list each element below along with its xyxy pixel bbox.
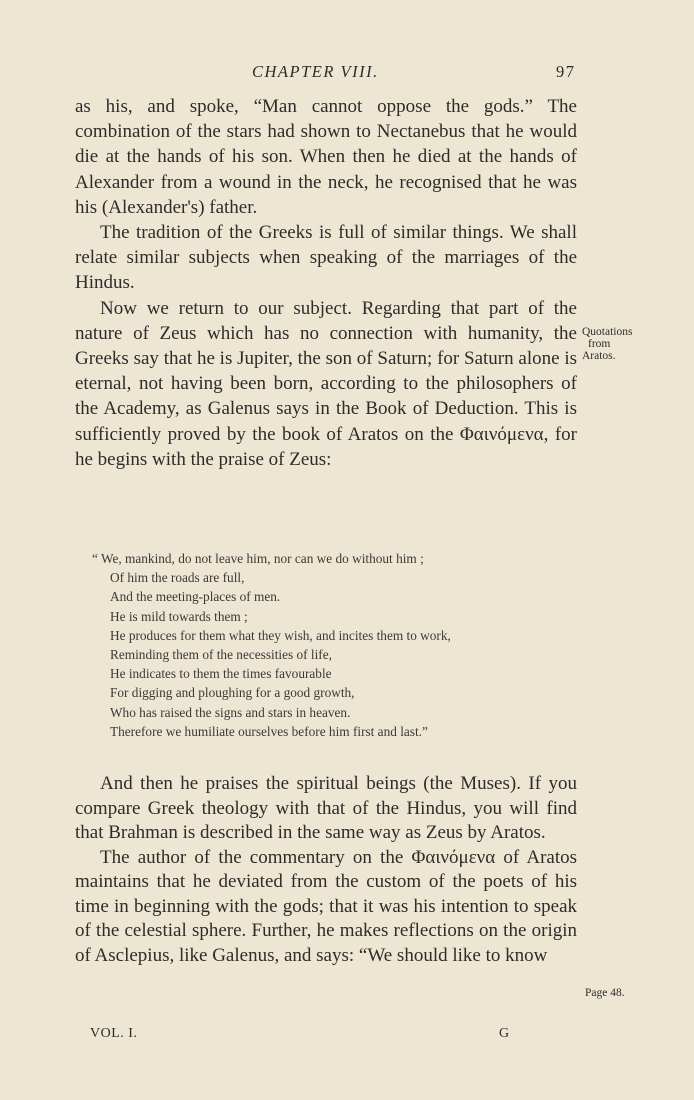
paragraph-1: as his, and spoke, “Man cannot oppose the gods.” The combination of the stars had shown to Nectanebus that he would die at the hands of his son. When then he died at the hands of Alexander from a wound in the neck, he recognised that he was his (Alexander's) father. — [75, 96, 577, 218]
block-quote — [92, 549, 582, 741]
quote-line: Who has raised the signs and stars in heaven. — [110, 704, 351, 720]
page-footer — [75, 1026, 595, 1044]
quote-line: He produces for them what they wish, and incites them to work, — [110, 627, 451, 643]
quote-line: He indicates to them the times favourable — [110, 666, 332, 682]
quote-line: And the meeting-places of men. — [110, 589, 281, 605]
main-text — [75, 94, 577, 472]
main-text-continued — [75, 772, 577, 968]
quote-line: Reminding them of the necessities of life, — [110, 647, 332, 663]
paragraph-5: The author of the commentary on the Φαινόμενα of Aratos maintains that he deviated from the custom of the poets of his time in beginning with the gods; that it was his intention to speak of the celestial sphere. Further, he makes reflections on the origin of Asclepius, like Galenus, and says: “We should like to know — [75, 846, 577, 966]
signature-mark: G — [499, 1026, 510, 1041]
chapter-title: CHAPTER VIII. — [252, 62, 379, 81]
quote-line: For digging and ploughing for a good growth, — [110, 685, 355, 701]
paragraph-2: The tradition of the Greeks is full of similar things. We shall relate similar subjects when speaking of the marriages of the Hindus. — [75, 222, 577, 294]
paragraph-3: Now we return to our subject. Regarding that part of the nature of Zeus which has no connection with humanity, the Greeks say that he is Jupiter, the son of Saturn; for Saturn alone is eternal, not having been born, according to the philosophers of the Academy, as Galenus says in the Book of Deduction. This is sufficiently proved by the book of Aratos on the Φαινόμενα, for he begins with the praise of Zeus: — [75, 297, 577, 470]
volume-label: VOL. I. — [90, 1026, 138, 1041]
page-number: 97 — [556, 62, 576, 81]
margin-note-page-ref: Page 48. — [585, 987, 625, 999]
quote-line: “ We, mankind, do not leave him, nor can we do without him ; — [92, 551, 424, 566]
quote-line: He is mild towards them ; — [110, 608, 248, 624]
running-header — [0, 60, 694, 84]
margin-note-quotations: Quotations from Aratos. — [582, 326, 633, 362]
quote-line: Of him the roads are full, — [110, 570, 245, 586]
quote-line: Therefore we humiliate ourselves before him first and last.” — [110, 723, 428, 739]
paragraph-4: And then he praises the spiritual beings (the Muses). If you compare Greek theology with that of the Hindus, you will find that Brahman is described in the same way as Zeus by Aratos. — [75, 773, 577, 843]
